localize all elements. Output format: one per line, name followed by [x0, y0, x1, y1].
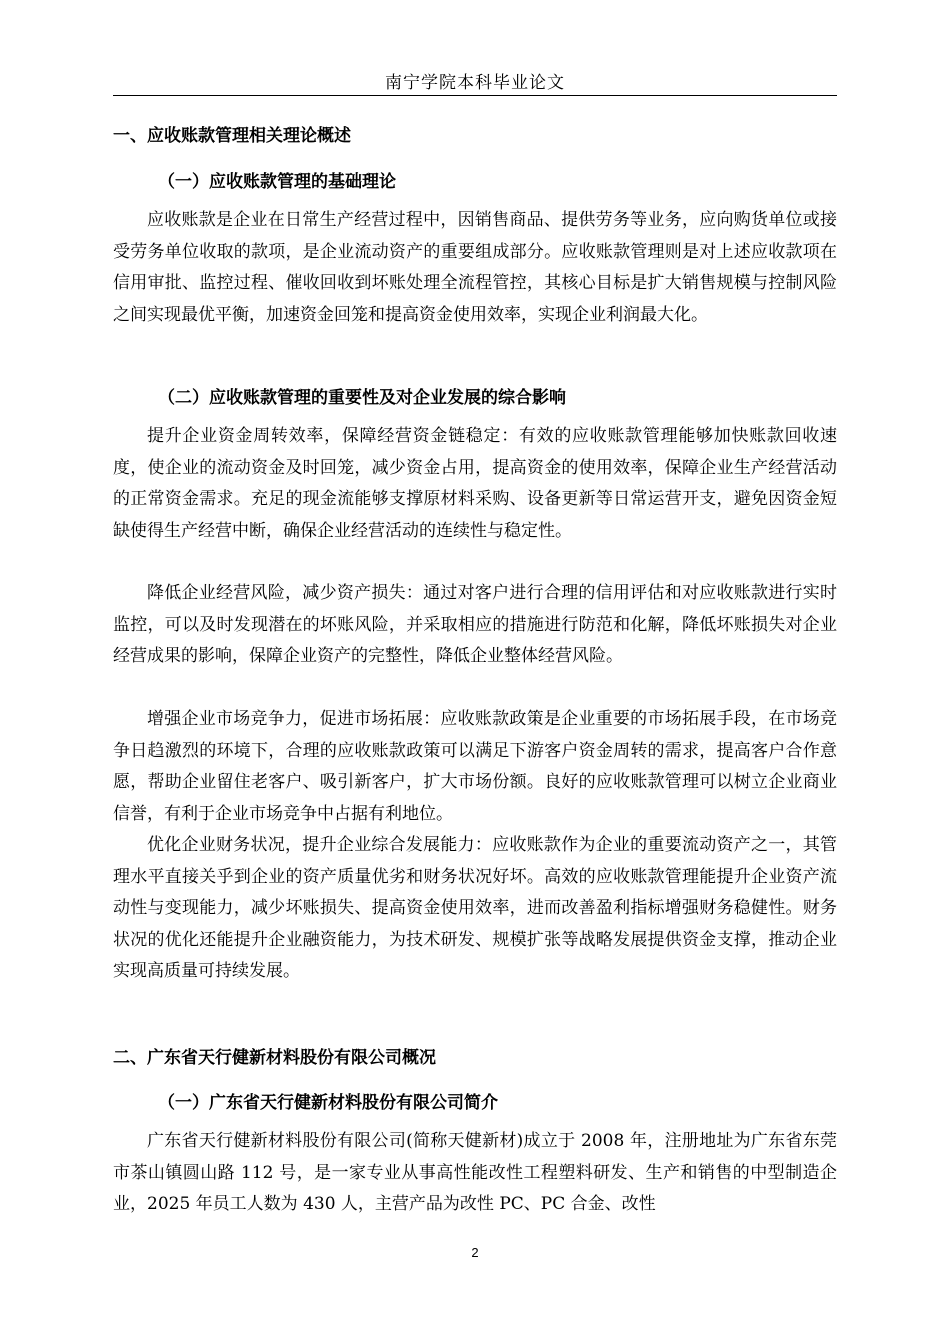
section-heading-2: 二、广东省天行健新材料股份有限公司概况	[113, 1048, 436, 1068]
subsection-heading-2-1: （一）广东省天行健新材料股份有限公司简介	[158, 1093, 498, 1113]
page-number: 2	[471, 1245, 479, 1260]
paragraph-2-1-1: 广东省天行健新材料股份有限公司(简称天健新材)成立于 2008 年，注册地址为广东省东莞市茶山镇圆山路 112 号，是一家专业从事高性能改性工程塑料研发、生产和销售的中型制造企业，2025 年员工人数为 430 人，主营产品为改性 PC、PC 合金、改性	[113, 1131, 837, 1214]
subsection-heading-1-2: （二）应收账款管理的重要性及对企业发展的综合影响	[158, 388, 566, 408]
running-header: 南宁学院本科毕业论文	[385, 73, 565, 93]
paragraph-1-2-4: 优化企业财务状况，提升企业综合发展能力：应收账款作为企业的重要流动资产之一，其管理水平直接关乎到企业的资产质量优劣和财务状况好坏。高效的应收账款管理能提升企业资产流动性与变现能力，减少坏账损失、提高资金使用效率，进而改善盈利指标增强财务稳健性。财务状况的优化还能提升企业融资能力，为技术研发、规模扩张等战略发展提供资金支撑，推动企业实现高质量可持续发展。	[113, 835, 837, 981]
paragraph-1-2-2: 降低企业经营风险，减少资产损失：通过对客户进行合理的信用评估和对应收账款进行实时监控，可以及时发现潜在的坏账风险，并采取相应的措施进行防范和化解，降低坏账损失对企业经营成果的影响，保障企业资产的完整性，降低企业整体经营风险。	[113, 583, 837, 666]
section-heading-1: 一、应收账款管理相关理论概述	[113, 126, 351, 146]
subsection-heading-1-1: （一）应收账款管理的基础理论	[158, 172, 396, 192]
paragraph-1-2-1: 提升企业资金周转效率，保障经营资金链稳定：有效的应收账款管理能够加快账款回收速度，使企业的流动资金及时回笼，减少资金占用，提高资金的使用效率，保障企业生产经营活动的正常资金需求。充足的现金流能够支撑原材料采购、设备更新等日常运营开支，避免因资金短缺使得生产经营中断，确保企业经营活动的连续性与稳定性。	[113, 426, 837, 541]
paragraph-1-1-1: 应收账款是企业在日常生产经营过程中，因销售商品、提供劳务等业务，应向购货单位或接受劳务单位收取的款项，是企业流动资产的重要组成部分。应收账款管理则是对上述应收款项在信用审批、监控过程、催收回收到坏账处理全流程管控，其核心目标是扩大销售规模与控制风险之间实现最优平衡，加速资金回笼和提高资金使用效率，实现企业利润最大化。	[113, 210, 837, 325]
header-rule	[113, 95, 837, 96]
paragraph-1-2-3: 增强企业市场竞争力，促进市场拓展：应收账款政策是企业重要的市场拓展手段，在市场竞争日趋激烈的环境下，合理的应收账款政策可以满足下游客户资金周转的需求，提高客户合作意愿，帮助企业留住老客户、吸引新客户，扩大市场份额。良好的应收账款管理可以树立企业商业信誉，有利于企业市场竞争中占据有利地位。	[113, 709, 837, 824]
